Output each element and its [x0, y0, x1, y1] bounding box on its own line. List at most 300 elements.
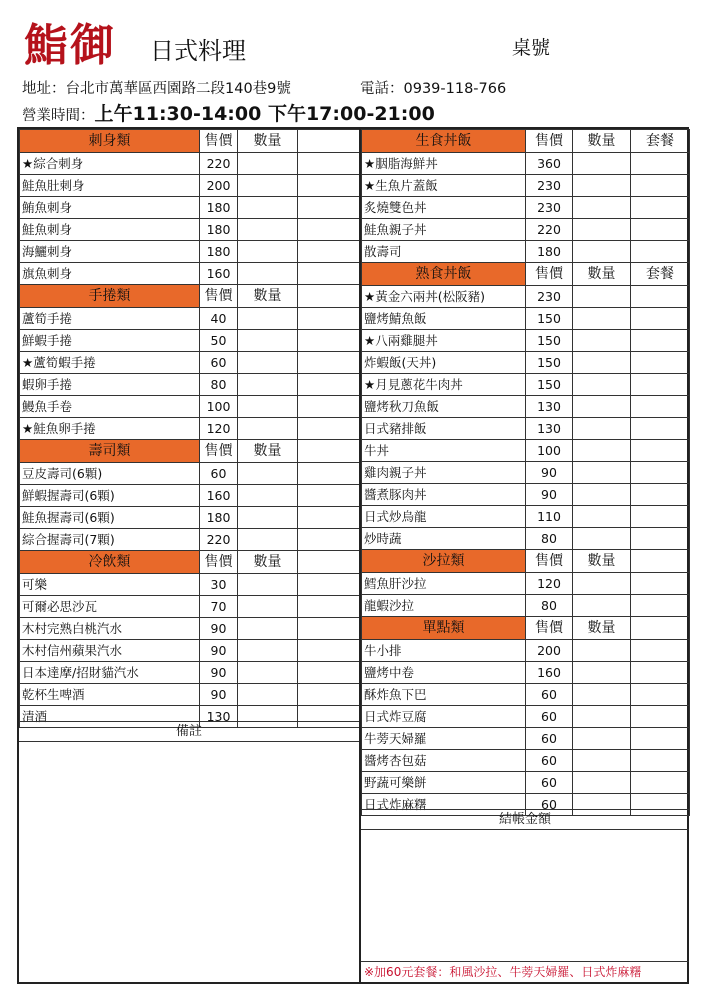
- quantity-cell[interactable]: [238, 662, 298, 684]
- menu-item-price: 90: [526, 462, 573, 484]
- set-meal-cell[interactable]: [631, 396, 690, 418]
- menu-item-row: [20, 662, 360, 684]
- menu-item-name: 鮮蝦手捲: [20, 330, 200, 352]
- quantity-cell[interactable]: [238, 463, 298, 485]
- quantity-cell[interactable]: [573, 462, 631, 484]
- quantity-cell[interactable]: [573, 219, 631, 241]
- menu-item-name: 鹽烤鯖魚飯: [362, 308, 526, 330]
- menu-item-price: 230: [526, 286, 573, 308]
- menu-item-name: 鱈魚肝沙拉: [362, 573, 526, 595]
- quantity-cell[interactable]: [238, 352, 298, 374]
- menu-item-name: 龍蝦沙拉: [362, 595, 526, 617]
- menu-item-row: [362, 418, 690, 440]
- quantity-cell[interactable]: [573, 684, 631, 706]
- menu-item-name: 乾杯生啤酒: [20, 684, 200, 706]
- menu-item-price: 160: [200, 485, 238, 507]
- extra-cell[interactable]: [298, 640, 360, 662]
- menu-item-price: 180: [200, 219, 238, 241]
- menu-item-name: 牛丼: [362, 440, 526, 462]
- extra-cell[interactable]: [298, 330, 360, 352]
- menu-item-price: 60: [526, 750, 573, 772]
- extra-cell[interactable]: [298, 374, 360, 396]
- menu-item-name: 酥炸魚下巴: [362, 684, 526, 706]
- menu-item-row: [362, 772, 690, 794]
- quantity-cell[interactable]: [573, 573, 631, 595]
- restaurant-subtitle: 日式料理: [150, 37, 246, 65]
- menu-item-price: 150: [526, 352, 573, 374]
- menu-item-price: 90: [200, 618, 238, 640]
- menu-item-row: [362, 462, 690, 484]
- quantity-column-header: 數量: [238, 130, 298, 153]
- price-column-header: 售價: [200, 551, 238, 574]
- menu-item-price: 60: [200, 352, 238, 374]
- category-title: 手捲類: [20, 285, 200, 308]
- quantity-cell[interactable]: [573, 595, 631, 617]
- extra-cell[interactable]: [298, 684, 360, 706]
- menu-item-row: [362, 684, 690, 706]
- extra-cell[interactable]: [631, 573, 690, 595]
- menu-item-price: 110: [526, 506, 573, 528]
- menu-item-name: 鮮蝦握壽司(6顆): [20, 485, 200, 507]
- menu-item-name: 豆皮壽司(6顆): [20, 463, 200, 485]
- category-header-row: [20, 285, 360, 308]
- extra-cell[interactable]: [631, 750, 690, 772]
- category-header-row: [362, 263, 690, 286]
- set-meal-cell[interactable]: [631, 219, 690, 241]
- price-column-header: 售價: [526, 550, 573, 573]
- extra-cell[interactable]: [298, 529, 360, 551]
- quantity-cell[interactable]: [573, 750, 631, 772]
- menu-item-price: 360: [526, 153, 573, 175]
- menu-item-row: [362, 153, 690, 175]
- extra-cell[interactable]: [298, 241, 360, 263]
- category-header-row: [362, 550, 690, 573]
- category-header-row: [362, 130, 690, 153]
- menu-item-price: 90: [200, 640, 238, 662]
- quantity-cell[interactable]: [573, 286, 631, 308]
- menu-item-price: 50: [200, 330, 238, 352]
- empty-header-cell: [631, 617, 690, 640]
- extra-cell[interactable]: [298, 219, 360, 241]
- category-header-row: [20, 551, 360, 574]
- extra-cell[interactable]: [631, 662, 690, 684]
- menu-item-name: 鮭魚肚刺身: [20, 175, 200, 197]
- extra-cell[interactable]: [298, 308, 360, 330]
- menu-item-price: 220: [526, 219, 573, 241]
- menu-item-row: [20, 241, 360, 263]
- quantity-cell[interactable]: [573, 706, 631, 728]
- quantity-cell[interactable]: [238, 197, 298, 219]
- quantity-cell[interactable]: [573, 330, 631, 352]
- menu-item-price: 60: [526, 684, 573, 706]
- extra-cell[interactable]: [298, 485, 360, 507]
- menu-item-row: [362, 330, 690, 352]
- menu-item-name: 鹽烤秋刀魚飯: [362, 396, 526, 418]
- extra-cell[interactable]: [298, 396, 360, 418]
- set-column-header: 套餐: [631, 263, 690, 286]
- menu-item-row: [20, 374, 360, 396]
- set-meal-cell[interactable]: [631, 440, 690, 462]
- restaurant-logo: 鮨御: [24, 20, 116, 71]
- quantity-cell[interactable]: [573, 418, 631, 440]
- menu-item-price: 60: [526, 794, 573, 816]
- category-title: 熟食丼飯: [362, 263, 526, 286]
- table-number-label: 桌號: [512, 37, 551, 59]
- category-title: 壽司類: [20, 440, 200, 463]
- menu-item-row: [20, 418, 360, 440]
- set-meal-cell[interactable]: [631, 528, 690, 550]
- extra-cell[interactable]: [298, 352, 360, 374]
- menu-item-row: [20, 197, 360, 219]
- quantity-cell[interactable]: [238, 153, 298, 175]
- menu-item-row: [20, 596, 360, 618]
- set-meal-cell[interactable]: [631, 197, 690, 219]
- extra-cell[interactable]: [631, 706, 690, 728]
- menu-item-row: [20, 507, 360, 529]
- menu-item-name: 日式炸豆腐: [362, 706, 526, 728]
- quantity-column-header: 數量: [238, 551, 298, 574]
- right-menu-table: [361, 129, 690, 816]
- menu-item-name: 可爾必思沙瓦: [20, 596, 200, 618]
- extra-cell[interactable]: [298, 175, 360, 197]
- menu-item-name: 鮭魚親子丼: [362, 219, 526, 241]
- menu-item-row: [362, 573, 690, 595]
- menu-item-name: 雞肉親子丼: [362, 462, 526, 484]
- menu-item-row: [362, 440, 690, 462]
- menu-item-price: 100: [200, 396, 238, 418]
- menu-item-price: 130: [200, 706, 238, 728]
- menu-item-row: [362, 484, 690, 506]
- category-title: 生食丼飯: [362, 130, 526, 153]
- quantity-cell[interactable]: [238, 175, 298, 197]
- menu-item-price: 130: [526, 396, 573, 418]
- menu-item-row: [362, 308, 690, 330]
- menu-item-name: 醬煮豚肉丼: [362, 484, 526, 506]
- extra-cell[interactable]: [631, 595, 690, 617]
- menu-item-row: [362, 219, 690, 241]
- quantity-cell[interactable]: [573, 241, 631, 263]
- price-column-header: 售價: [200, 440, 238, 463]
- menu-item-price: 60: [526, 728, 573, 750]
- extra-cell[interactable]: [298, 596, 360, 618]
- quantity-column-header: 數量: [238, 440, 298, 463]
- extra-cell[interactable]: [298, 618, 360, 640]
- menu-item-price: 150: [526, 308, 573, 330]
- menu-item-price: 40: [200, 308, 238, 330]
- menu-item-name: ★胭脂海鮮丼: [362, 153, 526, 175]
- menu-item-name: 木村信州蘋果汽水: [20, 640, 200, 662]
- menu-item-name: ★蘆筍蝦手捲: [20, 352, 200, 374]
- quantity-cell[interactable]: [573, 772, 631, 794]
- quantity-cell[interactable]: [238, 640, 298, 662]
- set-meal-note: ※加60元套餐：和風沙拉、牛蒡天婦羅、日式炸麻糬: [364, 965, 642, 979]
- menu-item-name: ★八兩雞腿丼: [362, 330, 526, 352]
- menu-item-price: 220: [200, 153, 238, 175]
- menu-item-name: 日本達摩/招財貓汽水: [20, 662, 200, 684]
- price-column-header: 售價: [526, 617, 573, 640]
- set-meal-cell[interactable]: [631, 484, 690, 506]
- menu-item-row: [362, 506, 690, 528]
- menu-item-name: 蘆筍手捲: [20, 308, 200, 330]
- menu-item-row: [362, 706, 690, 728]
- menu-item-row: [20, 684, 360, 706]
- menu-item-row: [20, 219, 360, 241]
- menu-item-price: 160: [526, 662, 573, 684]
- price-column-header: 售價: [200, 130, 238, 153]
- right-menu-column: [359, 129, 687, 982]
- menu-item-price: 90: [200, 684, 238, 706]
- quantity-cell[interactable]: [238, 596, 298, 618]
- quantity-cell[interactable]: [238, 219, 298, 241]
- menu-item-name: 鮭魚握壽司(6顆): [20, 507, 200, 529]
- menu-item-price: 230: [526, 175, 573, 197]
- menu-item-row: [20, 463, 360, 485]
- menu-item-name: 海鱺刺身: [20, 241, 200, 263]
- menu-item-name: 木村完熟白桃汽水: [20, 618, 200, 640]
- menu-item-row: [20, 308, 360, 330]
- set-meal-cell[interactable]: [631, 506, 690, 528]
- notes-area[interactable]: [19, 742, 359, 982]
- quantity-cell[interactable]: [573, 175, 631, 197]
- phone-text: 電話：0939-118-766: [360, 81, 507, 97]
- quantity-cell[interactable]: [573, 396, 631, 418]
- menu-item-price: 90: [200, 662, 238, 684]
- category-title: 沙拉類: [362, 550, 526, 573]
- business-hours: [22, 102, 435, 128]
- menu-item-price: 100: [526, 440, 573, 462]
- quantity-cell[interactable]: [573, 197, 631, 219]
- menu-item-row: [362, 728, 690, 750]
- menu-item-price: 180: [200, 197, 238, 219]
- quantity-cell[interactable]: [238, 507, 298, 529]
- extra-cell[interactable]: [298, 153, 360, 175]
- menu-item-row: [362, 374, 690, 396]
- menu-item-row: [362, 396, 690, 418]
- menu-item-price: 70: [200, 596, 238, 618]
- extra-cell[interactable]: [298, 574, 360, 596]
- empty-header-cell: [298, 285, 360, 308]
- empty-header-cell: [298, 440, 360, 463]
- quantity-column-header: 數量: [573, 263, 631, 286]
- empty-header-cell: [631, 550, 690, 573]
- set-meal-cell[interactable]: [631, 175, 690, 197]
- quantity-cell[interactable]: [573, 374, 631, 396]
- menu-item-name: 日式炒烏龍: [362, 506, 526, 528]
- quantity-cell[interactable]: [238, 308, 298, 330]
- menu-item-name: 綜合握壽司(7顆): [20, 529, 200, 551]
- menu-item-row: [362, 197, 690, 219]
- menu-item-name: ★綜合刺身: [20, 153, 200, 175]
- quantity-cell[interactable]: [238, 418, 298, 440]
- checkout-label: 結帳金額: [361, 809, 689, 830]
- set-meal-cell[interactable]: [631, 153, 690, 175]
- menu-item-name: 日式豬排飯: [362, 418, 526, 440]
- set-meal-cell[interactable]: [631, 330, 690, 352]
- menu-item-price: 130: [526, 418, 573, 440]
- menu-item-name: 日式炸麻糬: [362, 794, 526, 816]
- quantity-cell[interactable]: [238, 574, 298, 596]
- quantity-cell[interactable]: [573, 308, 631, 330]
- menu-item-name: 蝦卵手捲: [20, 374, 200, 396]
- menu-item-price: 80: [200, 374, 238, 396]
- menu-item-name: ★月見蔥花牛肉丼: [362, 374, 526, 396]
- menu-item-name: 鮪魚刺身: [20, 197, 200, 219]
- menu-item-row: [20, 263, 360, 285]
- quantity-cell[interactable]: [238, 241, 298, 263]
- menu-item-row: [20, 618, 360, 640]
- extra-cell[interactable]: [298, 662, 360, 684]
- menu-item-price: 150: [526, 374, 573, 396]
- quantity-cell[interactable]: [238, 374, 298, 396]
- empty-header-cell: [298, 551, 360, 574]
- menu-item-row: [362, 241, 690, 263]
- menu-item-name: 牛小排: [362, 640, 526, 662]
- left-menu-table: [19, 129, 360, 728]
- extra-cell[interactable]: [631, 640, 690, 662]
- menu-item-price: 60: [526, 706, 573, 728]
- menu-item-row: [20, 330, 360, 352]
- quantity-cell[interactable]: [238, 263, 298, 285]
- menu-item-row: [362, 750, 690, 772]
- menu-item-row: [362, 175, 690, 197]
- menu-item-name: 牛蒡天婦羅: [362, 728, 526, 750]
- extra-cell[interactable]: [631, 772, 690, 794]
- menu-item-price: 60: [200, 463, 238, 485]
- quantity-cell[interactable]: [238, 485, 298, 507]
- menu-item-price: 220: [200, 529, 238, 551]
- menu-item-name: ★黃金六兩丼(松阪豬): [362, 286, 526, 308]
- quantity-cell[interactable]: [573, 440, 631, 462]
- menu-item-price: 230: [526, 197, 573, 219]
- menu-item-name: 旗魚刺身: [20, 263, 200, 285]
- quantity-column-header: 數量: [573, 617, 631, 640]
- hours-times: 上午11:30-14:00 下午17:00-21:00: [94, 103, 435, 125]
- menu-item-row: [20, 352, 360, 374]
- set-column-header: 套餐: [631, 130, 690, 153]
- extra-cell[interactable]: [298, 507, 360, 529]
- category-header-row: [20, 440, 360, 463]
- category-header-row: [20, 130, 360, 153]
- menu-item-name: 野蔬可樂餅: [362, 772, 526, 794]
- menu-item-row: [20, 153, 360, 175]
- menu-item-name: 鹽烤中卷: [362, 662, 526, 684]
- quantity-cell[interactable]: [573, 484, 631, 506]
- set-meal-cell[interactable]: [631, 286, 690, 308]
- menu-item-price: 180: [526, 241, 573, 263]
- quantity-column-header: 數量: [573, 550, 631, 573]
- quantity-cell[interactable]: [573, 352, 631, 374]
- menu-item-row: [362, 662, 690, 684]
- menu-item-price: 120: [200, 418, 238, 440]
- menu-item-name: 可樂: [20, 574, 200, 596]
- menu-item-name: ★生魚片蓋飯: [362, 175, 526, 197]
- category-header-row: [362, 617, 690, 640]
- set-meal-cell[interactable]: [631, 374, 690, 396]
- address-text: 地址：台北市萬華區西園路二段140巷9號: [22, 81, 291, 97]
- extra-cell[interactable]: [298, 463, 360, 485]
- menu-item-price: 120: [526, 573, 573, 595]
- menu-item-price: 60: [526, 772, 573, 794]
- menu-item-row: [20, 485, 360, 507]
- quantity-cell[interactable]: [238, 396, 298, 418]
- category-title: 冷飲類: [20, 551, 200, 574]
- extra-cell[interactable]: [631, 728, 690, 750]
- quantity-cell[interactable]: [573, 153, 631, 175]
- menu-item-row: [362, 528, 690, 550]
- quantity-cell[interactable]: [573, 728, 631, 750]
- menu-item-price: 180: [200, 241, 238, 263]
- quantity-cell[interactable]: [573, 640, 631, 662]
- menu-item-name: 鮭魚刺身: [20, 219, 200, 241]
- quantity-cell[interactable]: [238, 330, 298, 352]
- quantity-column-header: 數量: [573, 130, 631, 153]
- set-meal-cell[interactable]: [631, 462, 690, 484]
- set-meal-cell[interactable]: [631, 352, 690, 374]
- menu-item-row: [20, 640, 360, 662]
- quantity-cell[interactable]: [238, 529, 298, 551]
- empty-header-cell: [298, 130, 360, 153]
- menu-item-row: [362, 640, 690, 662]
- price-column-header: 售價: [526, 263, 573, 286]
- quantity-cell[interactable]: [238, 684, 298, 706]
- extra-cell[interactable]: [298, 197, 360, 219]
- price-column-header: 售價: [526, 130, 573, 153]
- set-meal-cell[interactable]: [631, 308, 690, 330]
- menu-item-price: 200: [526, 640, 573, 662]
- quantity-cell[interactable]: [573, 528, 631, 550]
- menu-item-price: 30: [200, 574, 238, 596]
- menu-item-row: [20, 574, 360, 596]
- menu-item-price: 90: [526, 484, 573, 506]
- menu-item-name: 散壽司: [362, 241, 526, 263]
- extra-cell[interactable]: [631, 684, 690, 706]
- menu-item-price: 80: [526, 595, 573, 617]
- extra-cell[interactable]: [298, 418, 360, 440]
- menu-item-price: 80: [526, 528, 573, 550]
- order-sheet: [17, 127, 689, 984]
- menu-item-name: 醬烤杏包菇: [362, 750, 526, 772]
- menu-item-price: 150: [526, 330, 573, 352]
- menu-item-price: 160: [200, 263, 238, 285]
- menu-item-row: [362, 352, 690, 374]
- set-meal-cell[interactable]: [631, 241, 690, 263]
- menu-item-price: 200: [200, 175, 238, 197]
- category-title: 單點類: [362, 617, 526, 640]
- menu-item-name: 清酒: [20, 706, 200, 728]
- checkout-amount-box[interactable]: [361, 830, 689, 962]
- category-title: 刺身類: [20, 130, 200, 153]
- menu-item-name: 鰻魚手卷: [20, 396, 200, 418]
- menu-item-row: [362, 286, 690, 308]
- menu-item-name: 炸蝦飯(天丼): [362, 352, 526, 374]
- quantity-cell[interactable]: [573, 662, 631, 684]
- quantity-cell[interactable]: [573, 506, 631, 528]
- menu-item-row: [20, 529, 360, 551]
- menu-item-row: [362, 595, 690, 617]
- menu-item-name: 炙燒雙色丼: [362, 197, 526, 219]
- quantity-cell[interactable]: [238, 618, 298, 640]
- price-column-header: 售價: [200, 285, 238, 308]
- menu-item-row: [20, 396, 360, 418]
- quantity-column-header: 數量: [238, 285, 298, 308]
- hours-label: 營業時間：: [22, 108, 95, 124]
- menu-item-row: [20, 175, 360, 197]
- notes-label: 備註: [19, 721, 359, 742]
- menu-item-name: ★鮭魚卵手捲: [20, 418, 200, 440]
- set-meal-cell[interactable]: [631, 418, 690, 440]
- extra-cell[interactable]: [298, 263, 360, 285]
- menu-item-price: 180: [200, 507, 238, 529]
